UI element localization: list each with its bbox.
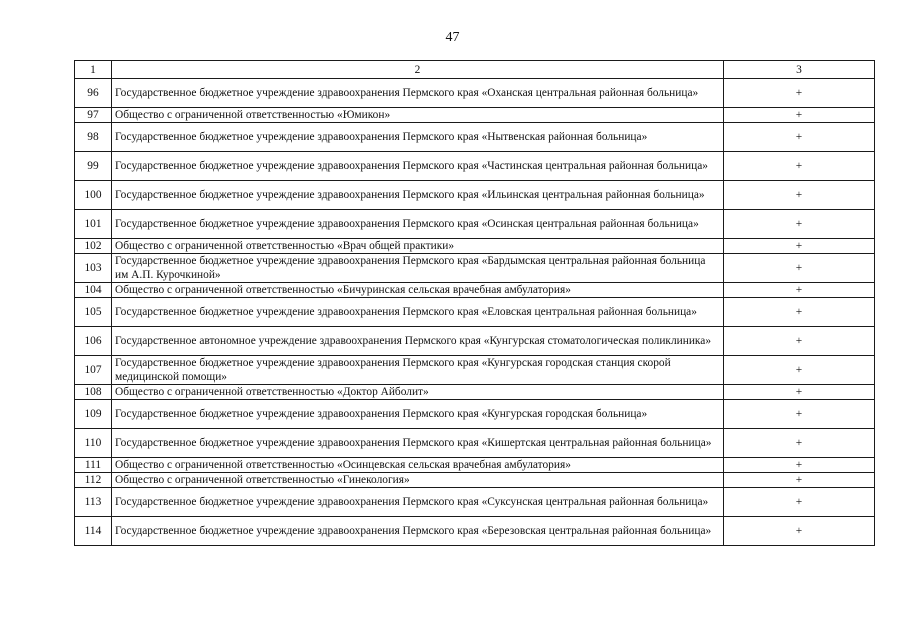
- row-number: 114: [75, 517, 112, 546]
- inclusion-mark: +: [724, 473, 875, 488]
- inclusion-mark: +: [724, 298, 875, 327]
- organizations-table: [74, 60, 875, 546]
- table-row: [75, 400, 875, 429]
- organization-name: Государственное бюджетное учреждение здравоохранения Пермского края «Ильинская центральная районная больница»: [112, 181, 724, 210]
- inclusion-mark: +: [724, 429, 875, 458]
- row-number: 113: [75, 488, 112, 517]
- row-number: 103: [75, 254, 112, 283]
- table-row: [75, 356, 875, 385]
- organization-name: Государственное бюджетное учреждение здравоохранения Пермского края «Кунгурская городская станция скорой медицинской помощи»: [112, 356, 724, 385]
- row-number: 108: [75, 385, 112, 400]
- row-number: 112: [75, 473, 112, 488]
- inclusion-mark: +: [724, 254, 875, 283]
- row-number: 102: [75, 239, 112, 254]
- row-number: 99: [75, 152, 112, 181]
- inclusion-mark: +: [724, 123, 875, 152]
- inclusion-mark: +: [724, 283, 875, 298]
- table-row: [75, 210, 875, 239]
- table-row: [75, 123, 875, 152]
- row-number: 104: [75, 283, 112, 298]
- table-row: [75, 517, 875, 546]
- inclusion-mark: +: [724, 400, 875, 429]
- organization-name: Государственное бюджетное учреждение здравоохранения Пермского края «Кунгурская городская больница»: [112, 400, 724, 429]
- inclusion-mark: +: [724, 181, 875, 210]
- inclusion-mark: +: [724, 517, 875, 546]
- row-number: 97: [75, 108, 112, 123]
- row-number: 96: [75, 79, 112, 108]
- organization-name: Общество с ограниченной ответственностью «Осинцевская сельская врачебная амбулатория»: [112, 458, 724, 473]
- row-number: 105: [75, 298, 112, 327]
- organization-name: Общество с ограниченной ответственностью «Гинекология»: [112, 473, 724, 488]
- page-number: 47: [445, 30, 460, 45]
- organization-name: Общество с ограниченной ответственностью «Врач общей практики»: [112, 239, 724, 254]
- table-row: [75, 327, 875, 356]
- column-header-3: 3: [724, 61, 875, 79]
- inclusion-mark: +: [724, 385, 875, 400]
- row-number: 110: [75, 429, 112, 458]
- table-row: [75, 152, 875, 181]
- table-row: [75, 429, 875, 458]
- inclusion-mark: +: [724, 108, 875, 123]
- row-number: 98: [75, 123, 112, 152]
- organization-name: Общество с ограниченной ответственностью «Бичуринская сельская врачебная амбулатория»: [112, 283, 724, 298]
- organization-name: Государственное бюджетное учреждение здравоохранения Пермского края «Нытвенская районная больница»: [112, 123, 724, 152]
- column-header-2: 2: [112, 61, 724, 79]
- table-row: [75, 79, 875, 108]
- column-header-1: 1: [75, 61, 112, 79]
- organization-name: Государственное бюджетное учреждение здравоохранения Пермского края «Оханская центральная районная больница»: [112, 79, 724, 108]
- table-row: [75, 108, 875, 123]
- table-row: [75, 385, 875, 400]
- organization-name: Государственное бюджетное учреждение здравоохранения Пермского края «Березовская центральная районная больница»: [112, 517, 724, 546]
- row-number: 106: [75, 327, 112, 356]
- organization-name: Общество с ограниченной ответственностью «Доктор Айболит»: [112, 385, 724, 400]
- organization-name: Общество с ограниченной ответственностью «Юмикон»: [112, 108, 724, 123]
- row-number: 111: [75, 458, 112, 473]
- table-body: [75, 61, 875, 546]
- organization-name: Государственное бюджетное учреждение здравоохранения Пермского края «Частинская центральная районная больница»: [112, 152, 724, 181]
- table-header-row: [75, 61, 875, 79]
- table-row: [75, 458, 875, 473]
- organization-name: Государственное бюджетное учреждение здравоохранения Пермского края «Бардымская центральная районная больница им А.П. Курочкиной»: [112, 254, 724, 283]
- inclusion-mark: +: [724, 488, 875, 517]
- inclusion-mark: +: [724, 327, 875, 356]
- table-row: [75, 488, 875, 517]
- inclusion-mark: +: [724, 152, 875, 181]
- table-row: [75, 283, 875, 298]
- row-number: 109: [75, 400, 112, 429]
- inclusion-mark: +: [724, 356, 875, 385]
- row-number: 101: [75, 210, 112, 239]
- table-row: [75, 239, 875, 254]
- organization-name: Государственное бюджетное учреждение здравоохранения Пермского края «Осинская центральная районная больница»: [112, 210, 724, 239]
- table-row: [75, 298, 875, 327]
- table-row: [75, 473, 875, 488]
- inclusion-mark: +: [724, 79, 875, 108]
- row-number: 107: [75, 356, 112, 385]
- inclusion-mark: +: [724, 239, 875, 254]
- organization-name: Государственное бюджетное учреждение здравоохранения Пермского края «Еловская центральная районная больница»: [112, 298, 724, 327]
- organization-name: Государственное автономное учреждение здравоохранения Пермского края «Кунгурская стоматологическая поликлиника»: [112, 327, 724, 356]
- organization-name: Государственное бюджетное учреждение здравоохранения Пермского края «Кишертская центральная районная больница»: [112, 429, 724, 458]
- row-number: 100: [75, 181, 112, 210]
- table-row: [75, 181, 875, 210]
- inclusion-mark: +: [724, 458, 875, 473]
- table-row: [75, 254, 875, 283]
- organization-name: Государственное бюджетное учреждение здравоохранения Пермского края «Суксунская центральная районная больница»: [112, 488, 724, 517]
- inclusion-mark: +: [724, 210, 875, 239]
